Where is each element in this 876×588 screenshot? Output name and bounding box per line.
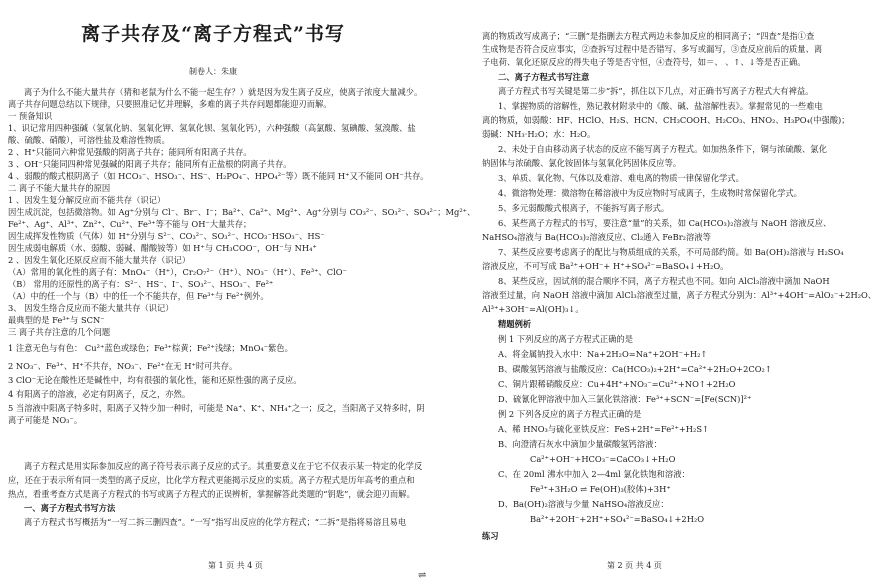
text-line: 5 当溶液中阳离子特多时，阳离子又特少加一种时，可能是 Na⁺、K⁺、NH₄⁺之一；反之，当阳离子又特多时，阴 [8, 403, 425, 413]
text-line: 二 离子不能大量共存的原因 [8, 183, 111, 193]
text-line: 3、单质、氧化物、气体以及难溶、难电离的物质一律保留化学式。 [498, 173, 744, 183]
text-line: 8、某些反应，因试剂的混合顺序不同，离子方程式也不同。如向 AlCl₃溶液中滴加 NaOH [498, 276, 830, 286]
text-line: 因生成沉淀，包括微溶物。如 Ag⁺分别与 Cl⁻、Br⁻、I⁻；Ba²⁺、Ca²⁺、Mg²⁺、Ag⁺分别与 CO₃²⁻、SO₃²⁻、SO₄²⁻；Mg²⁺、 [8, 207, 476, 217]
text-line: 1、识记常用四种强碱（氢氧化钠、氢氧化钾、氢氧化钡、氢氧化钙），六种强酸（高氯酸、氢碘酸、氢溴酸、盐 [8, 123, 416, 133]
text-line: 因生成挥发性物质（气体）如 H⁺分别与 S²⁻、CO₃²⁻、SO₃²⁻、HCO₃⁻HSO₃⁻、HS⁻ [8, 231, 325, 241]
text-line: 离的物质，如弱酸：HF、HClO、H₂S、HCN、CH₃COOH、H₂CO₃、HNO₂、H₃PO₄(中强酸)； [482, 115, 850, 125]
text-line: Ca²⁺+OH⁻+HCO₃⁻=CaCO₃↓+H₂O [530, 454, 676, 464]
text-line: 1、掌握物质的溶解性，熟记教材附录中的《酸、碱、盐溶解性表》。掌握常见的一些难电 [498, 101, 823, 111]
text-line: 2 、H⁺只能同六种常见强酸的阴离子共存；能同所有阳离子共存。 [8, 147, 252, 157]
text-line: 6、某些离子方程式的书写，要注意“量”的关系，如 Ca(HCO₃)₂溶液与 NaOH 溶液反应、 [498, 218, 832, 228]
text-line: 钠固体与浓硫酸、氯化铵固体与氢氧化钙固体反应等。 [482, 158, 682, 168]
document-title: 离子共存及“离子方程式”书写 [81, 23, 345, 45]
text-line: 酸、硫酸、硝酸），可溶性盐及难溶性物质。 [8, 135, 170, 145]
text-line: 7、某些反应要考虑离子的配比与物质组成的关系，不可局部约简。如 Ba(OH)₂溶液与 H₂SO₄ [498, 247, 844, 257]
text-line: 离子方程式是用实际参加反应的离子符号表示离子反应的式子。其重要意义在于它不仅表示某一特定的化学反 [24, 461, 423, 471]
text-line: 3 ClO⁻无论在酸性还是碱性中，均有很强的氧化性，能和还原性强的离子反应。 [8, 375, 302, 385]
text-line: 应，还在于表示所有同一类型的离子反应，比化学方程式更能揭示反应的实质。离子方程式是历年高考的重点和 [8, 475, 415, 485]
page-number-right: 第 2 页 共 4 页 [607, 561, 662, 570]
text-line: 1 、因发生复分解反应而不能共存（识记） [8, 195, 166, 205]
text-line: Ba²⁺+2OH⁻+2H⁺+SO₄²⁻=BaSO₄↓+2H₂O [530, 514, 705, 524]
text-line: 离的物质改写成离子；“三删”是指删去方程式两边未参加反应的相同离子；“四查”是指①查 [482, 31, 815, 41]
text-line: （A）中的任一个与（B）中的任一个不能共存，但 Fe³⁺与 Fe²⁺例外。 [8, 291, 269, 301]
text-line: C、在 20ml 沸水中加入 2—4ml 氯化铁饱和溶液： [498, 469, 690, 479]
text-line: Al³⁺+3OH⁻=Al(OH)₃↓。 [482, 304, 584, 314]
text-line: 3、 因发生络合反应而不能大量共存（识记） [8, 303, 174, 313]
text-line: 离子方程式书写关键是第二步“拆”，抓住以下几点，对正确书写离子方程式大有裨益。 [498, 86, 814, 96]
text-line: A、将金属钠投入水中：Na+2H₂O=Na⁺+2OH⁻+H₂↑ [498, 349, 708, 359]
text-line: Fe³⁺+3H₂O ⇌ Fe(OH)₃(胶体)+3H⁺ [530, 484, 671, 494]
text-line: 例 1 下列反应的离子方程式正确的是 [498, 334, 634, 344]
equilibrium-symbol: ⇌ [418, 570, 427, 581]
text-line: 4 有阳离子的溶液，必定有阴离子，反之，亦然。 [8, 389, 191, 399]
text-line: 离子可能是 NO₃⁻。 [8, 415, 83, 425]
text-line: 热点，看重考查方式是离子方程式的书写或离子方程式的正误辨析，掌握解答此类题的“钥匙”，就会迎刃而解。 [8, 489, 415, 499]
text-line: 3 、OH⁻只能同四种常见强碱的阳离子共存；能同所有正盐根的阴离子共存。 [8, 159, 292, 169]
text-line: NaHSO₄溶液与 Ba(HCO₃)₂溶液反应、Cl₂通入 FeBr₂溶液等 [482, 232, 711, 242]
text-line: 生成物是否符合反应事实，②查拆写过程中是否错写、多写或漏写，③查反应前后的质量、离 [482, 44, 823, 54]
text-line: 溶液反应，不可写成 Ba²⁺+OH⁻+ H⁺+SO₄²⁻=BaSO₄↓+H₂O。 [482, 261, 729, 271]
text-line: 溶液至过量，向 NaOH 溶液中滴加 AlCl₃溶液至过量，离子方程式分别为：Al³⁺+4OH⁻=AlO₂⁻+2H₂O、 [482, 290, 876, 300]
text-line: 5、多元弱酸酸式根离子，不能拆写离子形式。 [498, 203, 670, 213]
text-line: 2、未处于自由移动离子状态的反应不能写离子方程式。如加热条件下，铜与浓硫酸、氯化 [498, 144, 827, 154]
text-line: （B） 常用的还原性的离子有：S²⁻、HS⁻、I⁻、SO₃²⁻、HSO₃⁻、Fe²⁺ [8, 279, 274, 289]
text-line: 离子为什么不能大量共存（猜和老鼠为什么不能一起生存？）就是因为发生离子反应，使离子浓度大量减少。 [24, 87, 423, 97]
text-line: Fe²⁺、Ag⁺、Al³⁺、Zn²⁺、Cu²⁺、Fe³⁺等不能与 OH⁻大量共存； [8, 219, 252, 229]
text-line: 1 注意无色与有色： Cu²⁺蓝色或绿色；Fe³⁺棕黄；Fe²⁺浅绿；MnO₄⁻紫色。 [8, 343, 293, 353]
text-line: 离子方程式书写概括为“一写二拆三删四查”。“一写”指写出反应的化学方程式；“二拆”是指将易溶且易电 [24, 517, 407, 527]
text-line: 练习 [482, 531, 499, 541]
text-line: D、硫氰化钾溶液中加入三氯化铁溶液：Fe³⁺+SCN⁻=[Fe(SCN)]²⁺ [498, 394, 752, 404]
text-line: 2 NO₃⁻、Fe³⁺、H⁺不共存，NO₃⁻、Fe²⁺在无 H⁺时可共存。 [8, 361, 238, 371]
text-line: 离子共存问题总结以下规律，只要照准记忆并理解，多难的离子共存问题都能迎刃而解。 [8, 99, 332, 109]
page-number-left: 第 1 页 共 4 页 [208, 561, 263, 570]
text-line: 二、离子方程式书写注意 [498, 72, 590, 82]
text-line: B、碳酸氢钙溶液与盐酸反应：Ca(HCO₃)₂+2H⁺=Ca²⁺+2H₂O+2CO₂↑ [498, 364, 772, 374]
text-line: 子电荷、氧化还原反应的得失电子等是否守恒，④查符号，如＝、 、↑、↓等是否正确。 [482, 57, 806, 67]
text-line: 一 预备知识 [8, 111, 53, 121]
text-line: （A）常用的氧化性的离子有：MnO₄⁻（H⁺），Cr₂O₇²⁻（H⁺）、NO₃⁻（H⁺）、Fe³⁺、ClO⁻ [8, 267, 347, 277]
text-line: B、向澄清石灰水中滴加少量碳酸氢钙溶液： [498, 439, 662, 449]
text-line: 精题例析 [498, 319, 532, 329]
text-line: 4 、弱酸的酸式根阴离子（如 HCO₃⁻、HSO₃⁻、HS⁻、H₂PO₄⁻、HPO₄²⁻等）既不能同 H⁺又不能同 OH⁻共存。 [8, 171, 429, 181]
text-line: 最典型的是 Fe³⁺与 SCN⁻ [8, 315, 105, 325]
text-line: D、Ba(OH)₂溶液与少量 NaHSO₄溶液反应： [498, 499, 669, 509]
text-line: A、稀 HNO₃与硫化亚铁反应：FeS+2H⁺=Fe²⁺+H₂S↑ [498, 424, 709, 434]
text-line: 弱碱：NH₃·H₂O；水：H₂O。 [482, 129, 596, 139]
text-line: 一、离子方程式书写方法 [24, 503, 116, 513]
text-line: 2 、因发生氧化还原反应而不能大量共存（识记） [8, 255, 191, 265]
text-line: 因生成弱电解质（水、弱酸、弱碱、醋酸铵等）如 H⁺与 CH₃COO⁻，OH⁻与 NH₄⁺ [8, 243, 317, 253]
text-line: 三 离子共存注意的几个问题 [8, 327, 111, 337]
text-line: 例 2 下列各反应的离子方程式正确的是 [498, 409, 642, 419]
text-line: C、铜片跟稀硝酸反应：Cu+4H⁺+NO₃⁻=Cu²⁺+NO↑+2H₂O [498, 379, 736, 389]
text-line: 4、微溶物处理：微溶物在稀溶液中为反应物时写成离子，生成物时常保留化学式。 [498, 188, 802, 198]
author-line: 制卷人：朱康 [189, 67, 237, 76]
